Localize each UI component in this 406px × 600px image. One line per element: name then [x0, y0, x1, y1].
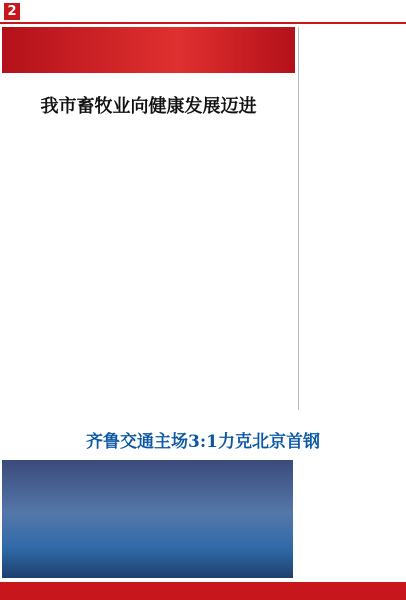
- rail-article-body: [303, 77, 401, 407]
- match-photo: [2, 460, 293, 578]
- lead-article-body: [2, 120, 295, 410]
- banner: [2, 27, 295, 73]
- page-number: 2: [4, 3, 20, 20]
- right-rail: [298, 27, 404, 410]
- sports-article-body: [297, 460, 404, 578]
- masthead: [0, 0, 406, 24]
- lead-headline: 我市畜牧业向健康发展迈进: [40, 96, 257, 117]
- sports-headline: 齐鲁交通主场3:1力克北京首钢: [86, 432, 320, 452]
- footer-slogan: [0, 582, 406, 600]
